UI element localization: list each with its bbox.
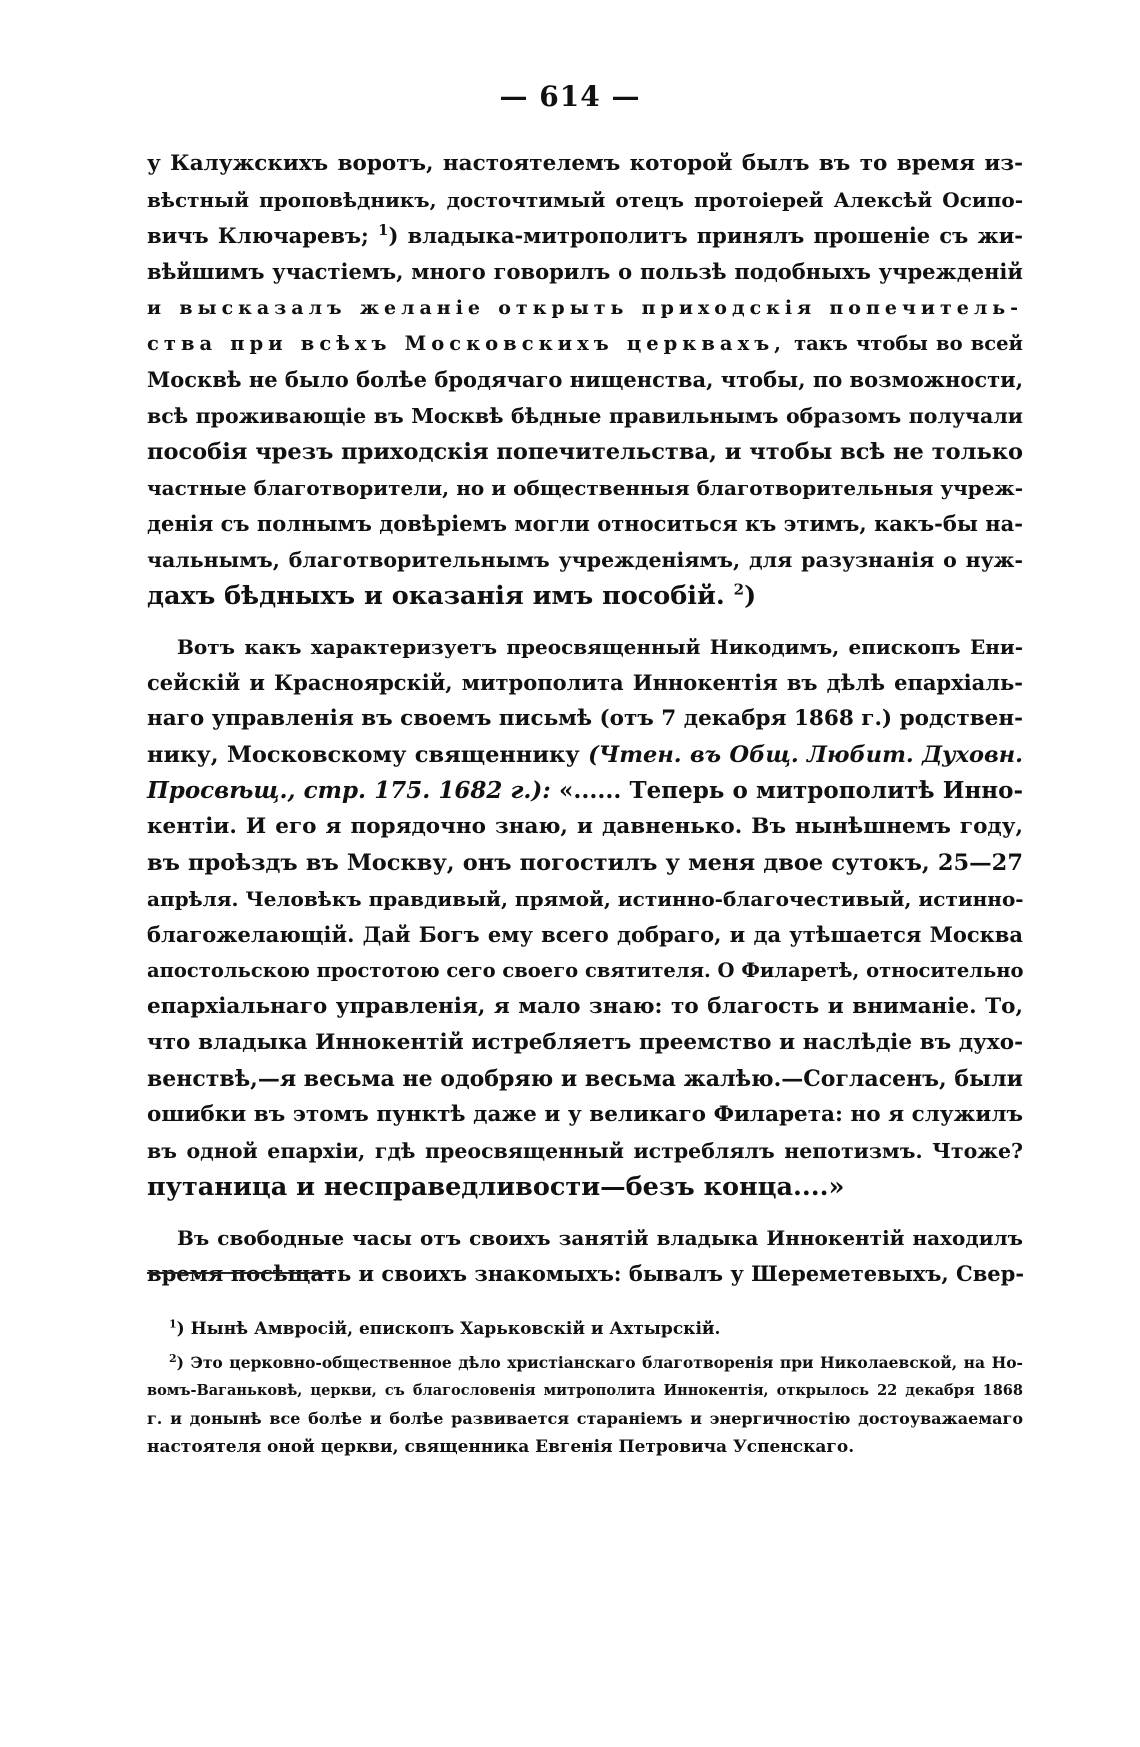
citation-italic: Просвѣщ., стр. 175. 1682 г.): [147,777,551,804]
footnote-line: г. и донынѣ все болѣе и болѣе развивается стараніемъ и энергичностію достоуважаемаго [147,1409,1023,1428]
text-line: Москвѣ не было болѣе бродячаго нищенства, чтобы, по возможности, [147,367,1024,392]
footnote-2 [147,1349,1023,1377]
text-line: наго управленія въ своемъ письмѣ (отъ 7 декабря 1868 г.) родствен- [147,706,1023,731]
text-line: Вотъ какъ характеризуетъ преосвященный Никодимъ, епископъ Ени- [177,635,1023,659]
text-line: вѣстный проповѣдникъ, досточтимый отецъ протоіерей Алексѣй Осипо- [147,188,1023,212]
text-line: сейскій и Красноярскій, митрополита Иннокентія въ дѣлѣ епархіаль- [147,670,1023,695]
footnote-line: настоятеля оной церкви, священника Евгенія Петровича Успенскаго. [147,1437,855,1457]
text-line: чальнымъ, благотворительнымъ учрежденіямъ, для разузнанія о нуж- [147,548,1023,572]
text-line: путаница и несправедливости—безъ конца....» [147,1172,845,1202]
text-line: Въ свободные часы отъ своихъ занятій владыка Иннокентій находилъ [177,1226,1023,1250]
text-line: ошибки въ этомъ пунктѣ даже и у великаго Филарета: но я служилъ [147,1102,1023,1127]
footnote-line: вомъ-Ваганьковѣ, церкви, съ благословенія митрополита Иннокентія, открылось 22 декабря 1868 [147,1382,1023,1399]
text-line: апостольскою простотою сего своего святителя. О Филаретѣ, относительно [147,959,1024,982]
text-line: всѣ проживающіе въ Москвѣ бѣдные правильнымъ образомъ получали [147,404,1023,428]
text-line [147,578,1023,614]
text-line: благожелающій. Дай Богъ ему всего добраго, и да утѣшается Москва [147,922,1023,947]
footnote-1 [147,1315,1023,1343]
text-line-spaced: и высказалъ желаніе открыть приходскія попечитель- [147,297,1023,319]
line-part: вичъ Ключаревъ; [147,223,369,248]
text-line: кентіи. И его я порядочно знаю, и давненько. Въ нынѣшнемъ году, [147,814,1023,839]
line-part: ) [744,581,757,611]
text-line: въ одной епархіи, гдѣ преосвященный истреблялъ непотизмъ. Чтоже? [147,1139,1023,1163]
footnote-divider [147,1272,334,1274]
footnote-marker: 1 [169,1317,177,1331]
footnote-ref: 2 [733,580,745,599]
text-line: денія съ полнымъ довѣріемъ могли относиться къ этимъ, какъ-бы на- [147,511,1023,536]
text-line: въ проѣздъ въ Москву, онъ погостилъ у меня двое сутокъ, 25—27 [147,850,1023,876]
footnote-text: ) Это церковно-общественное дѣло христіанскаго благотворенія при Николаевской, на Но- [176,1353,1023,1372]
text-line: апрѣля. Человѣкъ правдивый, прямой, истинно-благочестивый, истинно- [147,887,1024,911]
text-line [147,737,1023,773]
text-line: частные благотворители, но и общественныя благотворительныя учреж- [147,476,1023,500]
line-part: ) владыка-митрополитъ принялъ прошеніе съ жи- [388,223,1023,248]
footnote-text: ) Нынѣ Амвросій, епископъ Харьковскій и Ахтырскій. [176,1319,721,1339]
text-line: вѣйшимъ участіемъ, много говорилъ о пользѣ подобныхъ учрежденій [147,259,1023,284]
text-line [147,326,1023,362]
footnote-marker: 2 [169,1351,177,1365]
main-text [147,146,1023,1292]
text-line [147,218,1023,254]
text-line: епархіальнаго управленія, я мало знаю: то благость и вниманіе. То, [147,994,1023,1019]
text-line: венствѣ,—я весьма не одобряю и весьма жалѣю.—Согласенъ, были [147,1066,1023,1092]
text-line: у Калужскихъ воротъ, настоятелемъ которой былъ въ то время из- [147,151,1023,176]
footnote-ref: 1 [378,221,389,239]
text-line: время посѣщать и своихъ знакомыхъ: бывалъ у Шереметевыхъ, Свер- [147,1261,1025,1286]
text-line: пособія чрезъ приходскія попечительства, и чтобы всѣ не только [147,439,1024,465]
line-part: «...... Теперь о митрополитѣ Инно- [558,777,1024,804]
citation-italic: (Чтен. въ Общ. Любит. Духовн. [588,742,1024,768]
footnotes [147,1315,1023,1461]
line-part: такъ чтобы во всей [794,332,1024,355]
text-line: что владыка Иннокентій истребляетъ преемство и наслѣдіе въ духо- [147,1030,1023,1055]
line-part: нику, Московскому священнику [147,742,580,768]
text-line [147,773,1023,809]
page-number: — 614 — [499,80,641,113]
line-part: дахъ бѣдныхъ и оказанія имъ пособій. [147,581,725,611]
line-part-spaced: ства при всѣхъ Московскихъ церквахъ, [147,332,786,355]
